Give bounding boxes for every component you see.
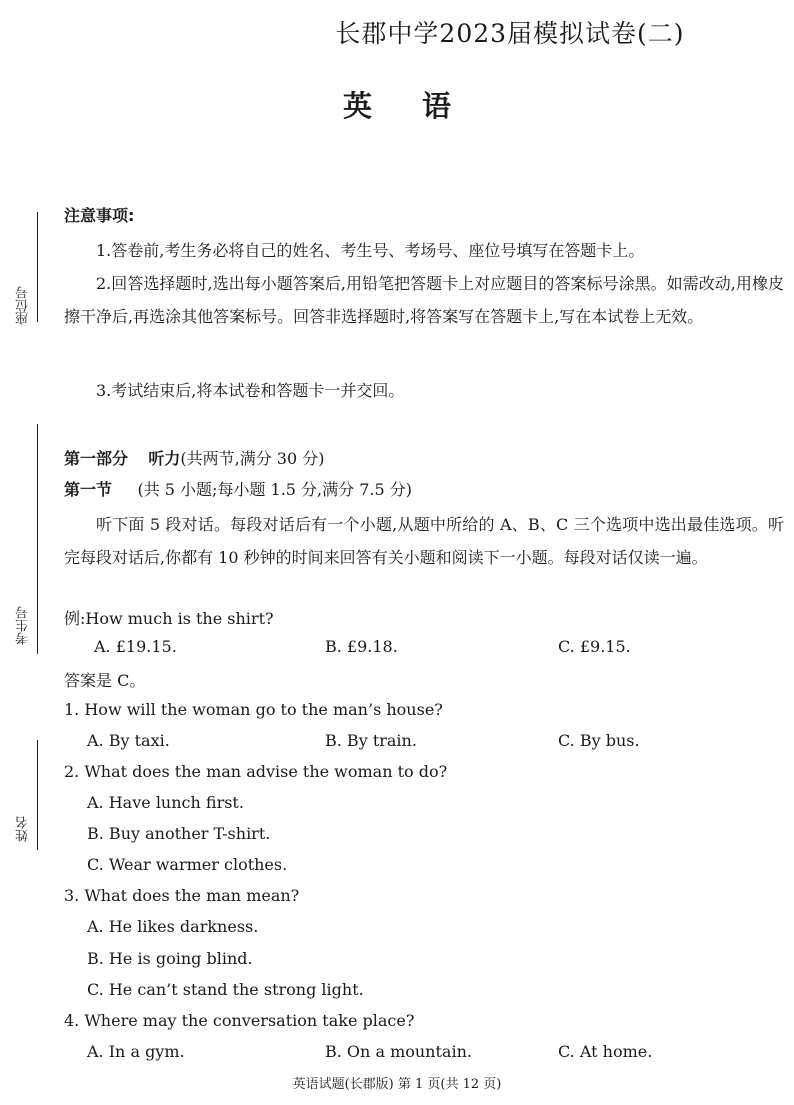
part-name: 听力 — [148, 449, 181, 468]
section-heading — [64, 477, 412, 500]
question-stem: 1. How will the woman go to the man’s house? — [64, 700, 443, 719]
note-item: 3.考试结束后,将本试卷和答题卡一并交回。 — [96, 381, 405, 400]
option-b: B. He is going blind. — [87, 949, 253, 968]
part-title: 第一部分 — [64, 449, 129, 468]
exam-title: 长郡中学2023届模拟试卷(二) — [335, 19, 685, 48]
question-stem: 3. What does the man mean? — [64, 886, 300, 905]
part-heading — [64, 446, 324, 469]
example-option-a: A. £19.15. — [94, 637, 177, 656]
example-question: 例:How much is the shirt? — [64, 609, 274, 628]
option-c: C. At home. — [558, 1042, 653, 1061]
subject-title: 英 语 — [342, 89, 452, 123]
section-instructions: 听下面 5 段对话。每段对话后有一个小题,从题中所给的 A、B、C 三个选项中选出最佳选项。听完每段对话后,你都有 10 秒钟的时间来回答有关小题和阅读下一小题。每段对话仅读一遍。 — [64, 515, 784, 567]
option-b: B. By train. — [325, 731, 417, 750]
option-a: A. He likes darkness. — [87, 917, 259, 936]
candidate-number-line — [37, 424, 38, 654]
example-option-c: C. £9.15. — [558, 637, 631, 656]
page-footer: 英语试题(长郡版) 第 1 页(共 12 页) — [292, 1077, 502, 1092]
example-answer: 答案是 C。 — [64, 671, 146, 690]
option-a: A. By taxi. — [87, 731, 170, 750]
seat-number-label: 座位号 — [16, 286, 31, 325]
option-a: A. In a gym. — [87, 1042, 185, 1061]
section-title: 第一节 — [64, 480, 113, 499]
option-b: B. On a mountain. — [325, 1042, 472, 1061]
question-stem: 2. What does the man advise the woman to do? — [64, 762, 448, 781]
name-line — [37, 740, 38, 850]
name-label: 姓名 — [16, 816, 31, 842]
option-c: C. He can’t stand the strong light. — [87, 980, 364, 999]
option-c: C. Wear warmer clothes. — [87, 855, 288, 874]
option-b: B. Buy another T-shirt. — [87, 824, 271, 843]
seat-number-line — [37, 212, 38, 322]
example-option-b: B. £9.18. — [325, 637, 398, 656]
section-detail: (共 5 小题;每小题 1.5 分,满分 7.5 分) — [137, 480, 413, 499]
note-item: 1.答卷前,考生务必将自己的姓名、考生号、考场号、座位号填写在答题卡上。 — [96, 241, 645, 260]
part-detail: (共两节,满分 30 分) — [180, 449, 325, 468]
note-item: 2.回答选择题时,选出每小题答案后,用铅笔把答题卡上对应题目的答案标号涂黑。如需改动,用橡皮擦干净后,再选涂其他答案标号。回答非选择题时,将答案写在答题卡上,写在本试卷上无效。 — [64, 274, 784, 326]
question-stem: 4. Where may the conversation take place? — [64, 1011, 415, 1030]
option-a: A. Have lunch first. — [87, 793, 244, 812]
candidate-number-label: 考生号 — [16, 606, 31, 645]
option-c: C. By bus. — [558, 731, 640, 750]
notes-heading: 注意事项: — [64, 206, 135, 225]
